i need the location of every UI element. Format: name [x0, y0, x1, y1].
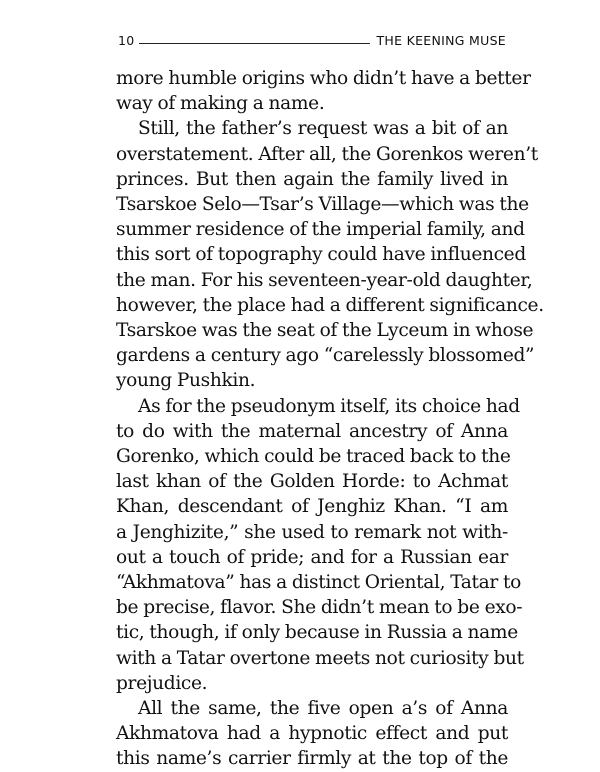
text-line: tic, though, if only because in Russia a name [116, 622, 518, 644]
text-line: “Akhmatova” has a distinct Oriental, Tatar to [116, 572, 521, 594]
text-line: however, the place had a different significance. [116, 294, 544, 316]
text-line: with a Tatar overtone meets not curiosity but [116, 647, 524, 669]
text-line: more humble origins who didn’t have a better [116, 68, 531, 89]
text-line: prejudice. [116, 672, 208, 694]
text-line: Akhmatova had a hypnotic effect and put [116, 723, 508, 745]
text-line: a Jenghizite,” she used to remark not with- [116, 521, 508, 543]
text-line: this sort of topography could have influenced [116, 244, 526, 266]
text-line: Khan, descendant of Jenghiz Khan. “I am [116, 496, 508, 518]
page-number: 10 [118, 33, 135, 48]
page-body [116, 66, 544, 772]
text-line: to do with the maternal ancestry of Anna [116, 420, 508, 442]
running-title: THE KEENING MUSE [376, 33, 506, 48]
text-line: Tsarskoe Selo—Tsar’s Village—which was the [116, 194, 529, 216]
text-line: out a touch of pride; and for a Russian ear [116, 546, 508, 568]
text-line: young Pushkin. [116, 370, 256, 392]
text-line: princes. But then again the family lived in [116, 168, 508, 190]
text-line: last khan of the Golden Horde: to Achmat [116, 471, 508, 493]
text-line: overstatement. After all, the Gorenkos weren’t [116, 143, 538, 165]
text-line: Tsarskoe was the seat of the Lyceum in whose [116, 320, 534, 342]
text-line: way of making a name. [116, 93, 325, 115]
text-line: As for the pseudonym itself, its choice had [138, 395, 520, 417]
text-line: summer residence of the imperial family, and [116, 219, 525, 241]
text-line: Gorenko, which could be traced back to the [116, 446, 511, 468]
header-rule [139, 42, 371, 44]
text-line: gardens a century ago “carelessly blossomed” [116, 345, 535, 367]
text-line: be precise, flavor. She didn’t mean to be exo- [116, 597, 523, 619]
running-head [118, 28, 506, 48]
text-line: the man. For his seventeen-year-old daughter, [116, 269, 533, 291]
text-line: this name’s carrier firmly at the top of the [116, 748, 508, 770]
text-line: All the same, the five open a’s of Anna [138, 698, 508, 720]
text-line: Still, the father’s request was a bit of an [138, 118, 508, 140]
